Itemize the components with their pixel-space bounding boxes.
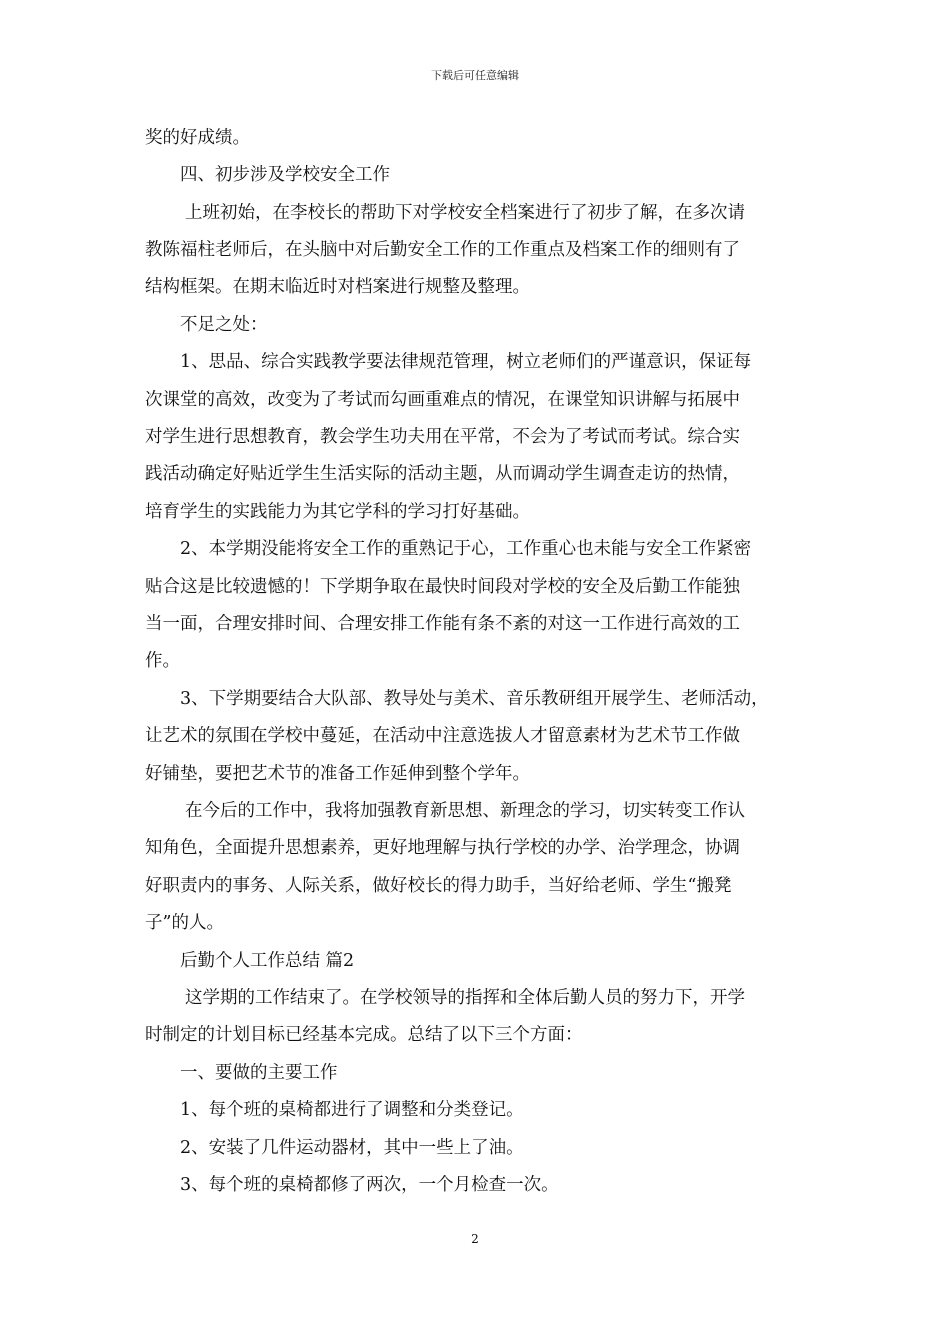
text-line: 2、安装了几件运动器材，其中一些上了油。 [180,1138,524,1158]
text-line: 贴合这是比较遗憾的！下学期争取在最快时间段对学校的安全及后勤工作能独 [145,577,740,597]
text-line: 让艺术的氛围在学校中蔓延，在活动中注意选拔人才留意素材为艺术节工作做 [145,726,740,746]
text-line: 1、思品、综合实践教学要法律规范管理，树立老师们的严谨意识，保证每 [180,352,752,372]
text-line: 上班初始，在李校长的帮助下对学校安全档案进行了初步了解，在多次请 [185,203,745,223]
text-line: 对学生进行思想教育，教会学生功夫用在平常，不会为了考试而考试。综合实 [145,427,740,447]
section-heading: 不足之处： [180,315,268,335]
article-title: 后勤个人工作总结 篇2 [180,951,355,971]
text-line: 3、每个班的桌椅都修了两次，一个月检查一次。 [180,1175,559,1195]
text-line: 次课堂的高效，改变为了考试而勾画重难点的情况，在课堂知识讲解与拓展中 [145,390,740,410]
text-line: 培育学生的实践能力为其它学科的学习打好基础。 [145,502,530,522]
text-line: 时制定的计划目标已经基本完成。总结了以下三个方面： [145,1025,583,1045]
text-line: 当一面，合理安排时间、合理安排工作能有条不紊的对这一工作进行高效的工 [145,614,740,634]
text-line: 这学期的工作结束了。在学校领导的指挥和全体后勤人员的努力下，开学 [185,988,745,1008]
page-number: 2 [471,1232,479,1246]
text-line: 好铺垫，要把艺术节的准备工作延伸到整个学年。 [145,764,530,784]
text-line: 3、下学期要结合大队部、教导处与美术、音乐教研组开展学生、老师活动， [180,689,769,709]
text-line: 奖的好成绩。 [145,128,250,148]
text-line: 践活动确定好贴近学生生活实际的活动主题，从而调动学生调查走访的热情， [145,464,740,484]
text-line: 作。 [145,651,180,671]
text-line: 知角色，全面提升思想素养，更好地理解与执行学校的办学、治学理念，协调 [145,838,740,858]
text-line: 1、每个班的桌椅都进行了调整和分类登记。 [180,1100,524,1120]
text-line: 教陈福柱老师后，在头脑中对后勤安全工作的工作重点及档案工作的细则有了 [145,240,740,260]
text-line: 在今后的工作中，我将加强教育新思想、新理念的学习，切实转变工作认 [185,801,745,821]
text-line: 结构框架。在期末临近时对档案进行规整及整理。 [145,277,530,297]
text-line: 好职责内的事务、人际关系，做好校长的得力助手，当好给老师、学生“搬凳 [145,876,732,896]
text-line: 2、本学期没能将安全工作的重熟记于心，工作重心也未能与安全工作紧密 [180,539,752,559]
page-header: 下载后可任意编辑 [431,69,519,82]
section-heading: 一、要做的主要工作 [180,1063,338,1083]
section-heading: 四、初步涉及学校安全工作 [180,165,390,185]
text-line: 子”的人。 [145,913,224,933]
